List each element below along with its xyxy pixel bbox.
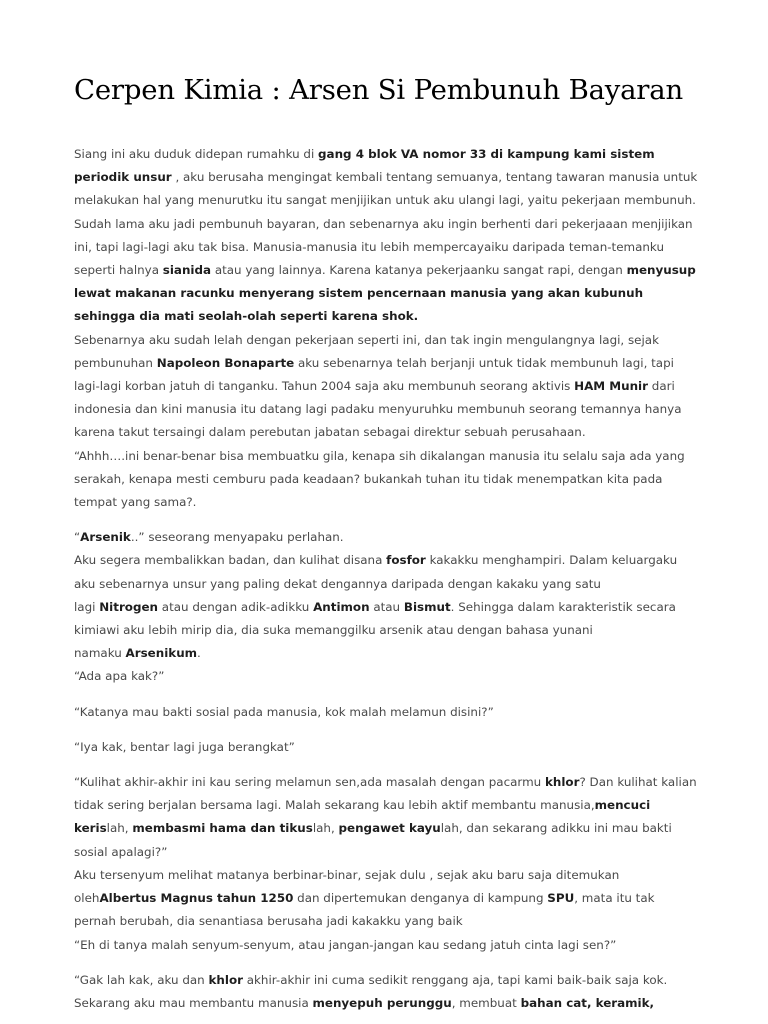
text-run: Sebenarnya aku sudah lelah dengan pekerjaan seperti ini, dan tak ingin mengulangnya lagi, sejak: [74, 332, 659, 347]
text-line: [74, 236, 680, 259]
text-line: [74, 642, 680, 665]
text-run: ? Dan kulihat kalian: [579, 775, 697, 790]
text-run: Siang ini aku duduk didepan rumahku di: [74, 147, 319, 161]
text-line: [74, 166, 698, 189]
bold-text: mencuci: [594, 798, 651, 813]
text-line: [74, 305, 680, 328]
text-run: pernah berubah, dia senantiasa berusaha jadi kakakku yang baik: [74, 914, 463, 929]
bold-text: fosfor: [386, 553, 426, 568]
text-run: sosial apalagi?”: [74, 844, 168, 859]
text-line: [74, 189, 696, 212]
paragraph: [74, 329, 680, 445]
bold-text: keris: [74, 821, 107, 836]
paragraph: [74, 526, 680, 549]
text-run: “Gak lah kak, aku dan: [74, 972, 209, 987]
bold-text: khlor: [544, 775, 580, 790]
text-line: [74, 934, 680, 957]
text-run: Sekarang aku mau membantu manusia: [74, 995, 313, 1010]
text-line: [74, 665, 680, 688]
text-line: [74, 213, 693, 236]
text-run: serakah, kenapa mesti cemburu pada keadaan? bukankah tuhan itu tidak menempatkan kita pada: [74, 471, 663, 486]
text-run: dari: [648, 379, 675, 394]
bold-text: gang 4 blok VA nomor 33 di kampung kami sistem: [318, 147, 655, 161]
text-run: namaku: [74, 646, 126, 661]
text-line: [74, 864, 680, 887]
text-line: [74, 619, 680, 642]
text-line: [74, 701, 680, 724]
text-run: , mata itu tak: [574, 891, 655, 906]
text-line: [74, 549, 680, 572]
text-run: ini, tapi lagi-lagi aku tak bisa. Manusia-manusia itu lebih mempercayaiku daripada teman-temanku: [74, 239, 664, 254]
text-run: “Kulihat akhir-akhir ini kau sering melamun sen,ada masalah dengan pacarmu: [74, 775, 545, 790]
bold-text: menyusup: [626, 263, 696, 278]
text-run: akhir-akhir ini cuma sedikit renggang aja, tapi kami baik-baik saja kok.: [242, 972, 668, 987]
text-run: , aku berusaha mengingat kembali tentang semuanya, tentang tawaran manusia untuk: [171, 170, 698, 185]
bold-text: Arsenik: [80, 530, 131, 545]
bold-text: HAM Munir: [574, 379, 648, 394]
bold-text: Albertus Magnus tahun 1250: [99, 891, 294, 906]
text-run: melakukan hal yang menurutku itu sangat menjijikan untuk aku ulangi lagi, yaitu pekerjaan membunuh.: [74, 193, 696, 208]
paragraph: [74, 771, 697, 864]
bold-text: sianida: [162, 263, 212, 278]
text-run: , membuat: [451, 995, 521, 1010]
text-run: “: [74, 530, 81, 545]
text-run: atau: [369, 599, 404, 614]
text-run: “Eh di tanya malah senyum-senyum, atau jangan-jangan kau sedang jatuh cinta lagi sen?”: [74, 937, 617, 952]
text-run: “Iya kak, bentar lagi juga berangkat”: [74, 739, 295, 754]
text-run: pembunuhan: [74, 355, 157, 370]
text-line: [74, 468, 680, 491]
text-run: kakakku menghampiri. Dalam keluargaku: [425, 553, 678, 568]
bold-text: SPU: [547, 891, 575, 906]
text-run: dan dipertemukan denganya di kampung: [293, 891, 548, 906]
text-run: indonesia dan kini manusia itu datang lagi padaku menyuruhku membunuh seorang temannya hanya: [74, 402, 682, 417]
paragraph: [74, 736, 680, 759]
bold-text: Bismut: [403, 599, 451, 614]
bold-text: menyepuh perunggu: [312, 995, 452, 1010]
text-run: “Ada apa kak?”: [74, 669, 165, 684]
text-run: lah,: [312, 821, 339, 836]
text-line: [74, 282, 680, 305]
text-run: lagi-lagi korban jatuh di tanganku. Tahun 2004 saja aku membunuh seorang aktivis: [74, 379, 575, 394]
text-line: [74, 491, 680, 514]
text-run: oleh: [74, 891, 100, 906]
article-title: Cerpen Kimia : Arsen Si Pembunuh Bayaran: [74, 74, 683, 106]
paragraph: [74, 665, 680, 688]
text-line: [74, 329, 680, 352]
text-run: Aku tersenyum melihat matanya berbinar-binar, sejak dulu , sejak aku baru saja ditemukan: [74, 867, 620, 882]
text-run: .: [197, 646, 201, 661]
bold-text: Nitrogen: [99, 599, 159, 614]
text-run: . Sehingga dalam karakteristik secara: [450, 599, 676, 614]
text-run: lagi: [74, 599, 100, 614]
text-run: ..” seseorang menyapaku perlahan.: [130, 530, 344, 545]
bold-text: lewat makanan racunku menyerang sistem pencernaan manusia yang akan kubunuh: [74, 286, 644, 301]
text-line: [74, 969, 680, 992]
paragraph: [74, 934, 680, 957]
text-run: kimiawi aku lebih mirip dia, dia suka memanggilku arsenik atau dengan bahasa yunani: [74, 623, 593, 638]
text-line: [74, 375, 680, 398]
text-line: [74, 445, 685, 468]
paragraph: [74, 969, 680, 1015]
text-run: aku sebenarnya telah berjanji untuk tidak membunuh lagi, tapi: [294, 355, 674, 370]
text-line: [74, 573, 680, 596]
bold-text: khlor: [208, 972, 243, 987]
text-line: [74, 910, 680, 933]
text-line: [74, 841, 680, 864]
text-run: “Ahhh….ini benar-benar bisa membuatku gila, kenapa sih dikalangan manusia itu selalu saja ada yang: [74, 448, 685, 463]
text-run: atau yang lainnya. Karena katanya pekerjaanku sangat rapi, dengan: [211, 263, 627, 278]
bold-text: Napoleon Bonaparte: [156, 355, 295, 370]
text-line: [74, 992, 680, 1015]
text-run: “Katanya mau bakti sosial pada manusia, kok malah melamun disini?”: [74, 704, 494, 719]
text-line: [74, 526, 680, 549]
paragraph: [74, 549, 680, 665]
text-line: [74, 817, 680, 840]
text-run: tidak sering berjalan bersama lagi. Malah sekarang kau lebih aktif membantu manusia,: [74, 798, 595, 813]
text-line: [74, 736, 680, 759]
text-run: tempat yang sama?.: [74, 495, 197, 510]
text-run: lah,: [106, 821, 133, 836]
text-run: lah, dan sekarang adikku ini mau bakti: [440, 821, 672, 836]
bold-text: pengawet kayu: [338, 821, 441, 836]
text-line: [74, 421, 680, 444]
text-run: aku sebenarnya unsur yang paling dekat dengannya daripada dengan kakaku yang satu: [74, 576, 601, 591]
text-line: [74, 771, 697, 794]
text-line: [74, 352, 680, 375]
text-run: Aku segera membalikkan badan, dan kulihat disana: [74, 553, 387, 568]
paragraph: [74, 701, 680, 724]
text-run: seperti halnya: [74, 263, 163, 278]
bold-text: Arsenikum: [125, 646, 198, 661]
article-body: [74, 143, 698, 1015]
text-line: [74, 596, 680, 619]
text-line: [74, 887, 680, 910]
bold-text: periodik unsur: [74, 170, 172, 185]
text-run: karena takut tersaingi dalam perebutan jabatan sebagai direktur sebuah perusahaan.: [74, 425, 586, 440]
text-line: [74, 259, 696, 282]
bold-text: sehingga dia mati seolah-olah seperti karena shok.: [74, 309, 419, 324]
bold-text: Antimon: [313, 599, 370, 614]
paragraph: [74, 143, 698, 329]
text-run: Sudah lama aku jadi pembunuh bayaran, dan sebenarnya aku ingin berhenti dari pekerjaaan menjijikan: [74, 216, 693, 231]
text-run: atau dengan adik-adikku: [158, 599, 314, 614]
paragraph: [74, 445, 685, 515]
bold-text: membasmi hama dan tikus: [132, 821, 313, 836]
text-line: [74, 398, 680, 421]
text-line: [74, 143, 680, 166]
bold-text: bahan cat, keramik,: [520, 995, 655, 1010]
paragraph: [74, 864, 680, 934]
text-line: [74, 794, 680, 817]
